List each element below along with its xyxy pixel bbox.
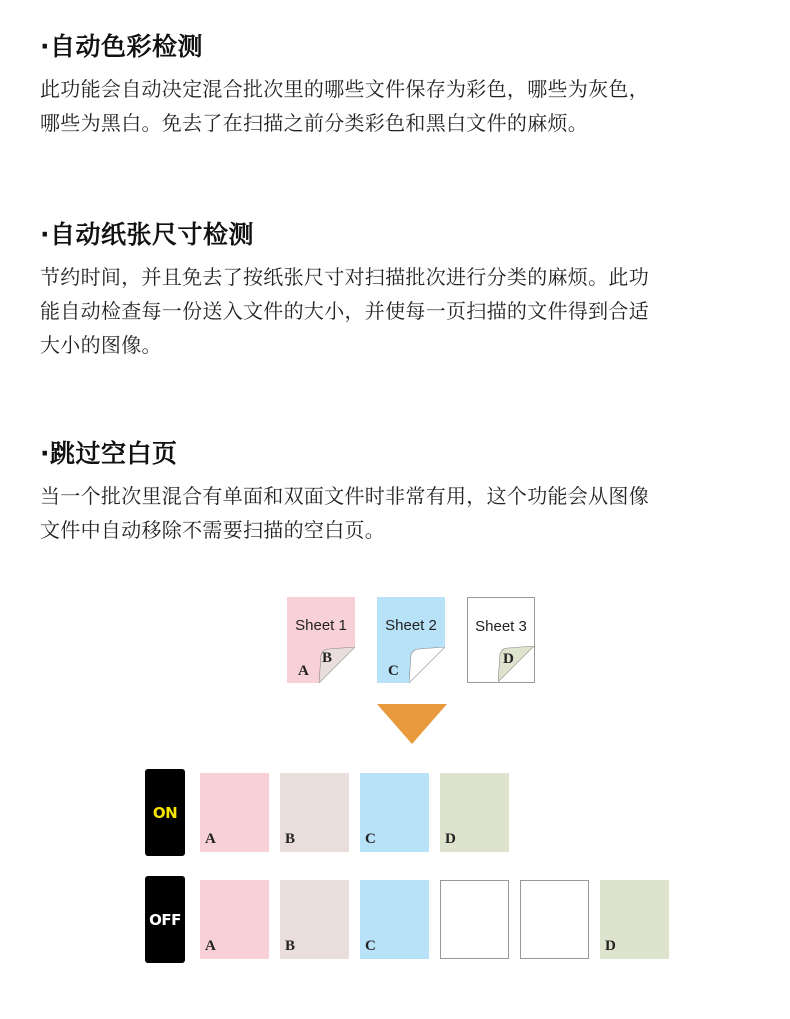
section-line: 能自动检查每一份送入文件的大小，并使每一页扫描的文件得到合适 xyxy=(40,299,649,323)
page-label: D xyxy=(605,938,616,954)
page-label: B xyxy=(285,938,296,954)
sheet-back-label: B xyxy=(322,650,333,666)
off-toggle-badge xyxy=(145,876,185,963)
input-sheet-3 xyxy=(467,597,535,683)
section-auto-color-detection xyxy=(40,30,755,140)
section-line: 文件中自动移除不需要扫描的空白页。 xyxy=(40,518,386,542)
toggle-label: ON xyxy=(152,804,178,822)
input-sheet-2 xyxy=(377,597,445,683)
sheet-title: Sheet 2 xyxy=(385,617,437,634)
output-page xyxy=(360,773,429,852)
section-auto-paper-size-detection xyxy=(40,218,755,362)
sheet-back-label: D xyxy=(503,651,514,667)
page-curl-icon xyxy=(409,647,445,683)
section-line: 节约时间，并且免去了按纸张尺寸对扫描批次进行分类的麻烦。此功 xyxy=(40,265,649,289)
section-line: 当一个批次里混合有单面和双面文件时非常有用，这个功能会从图像 xyxy=(40,484,649,508)
page-label: A xyxy=(205,938,216,954)
section-line: 此功能会自动决定混合批次里的哪些文件保存为彩色，哪些为灰色， xyxy=(40,77,649,101)
section-title: ·自动纸张尺寸检测 xyxy=(40,220,254,249)
output-page xyxy=(280,773,349,852)
page-label: C xyxy=(365,938,376,954)
blank-page xyxy=(440,880,509,959)
page-label: A xyxy=(205,831,216,847)
blank-page xyxy=(520,880,589,959)
sheet-title: Sheet 3 xyxy=(475,618,527,635)
output-page xyxy=(200,880,269,959)
output-page xyxy=(360,880,429,959)
page-label: C xyxy=(365,831,376,847)
sheet-front-label: A xyxy=(298,663,309,679)
on-toggle-badge xyxy=(145,769,185,856)
input-sheet-1 xyxy=(287,597,355,683)
output-page xyxy=(440,773,509,852)
output-page xyxy=(600,880,669,959)
output-page xyxy=(200,773,269,852)
sheet-front-label: C xyxy=(388,663,399,679)
section-title: ·自动色彩检测 xyxy=(40,32,203,61)
toggle-label: OFF xyxy=(149,911,181,929)
section-line: 大小的图像。 xyxy=(40,333,162,357)
output-page xyxy=(280,880,349,959)
page-label: D xyxy=(445,831,456,847)
section-skip-blank-pages xyxy=(40,437,755,547)
arrow-down-icon xyxy=(377,704,447,744)
page-label: B xyxy=(285,831,296,847)
section-title: ·跳过空白页 xyxy=(40,439,178,468)
section-line: 哪些为黑白。免去了在扫描之前分类彩色和黑白文件的麻烦。 xyxy=(40,111,589,135)
sheet-title: Sheet 1 xyxy=(295,617,347,634)
